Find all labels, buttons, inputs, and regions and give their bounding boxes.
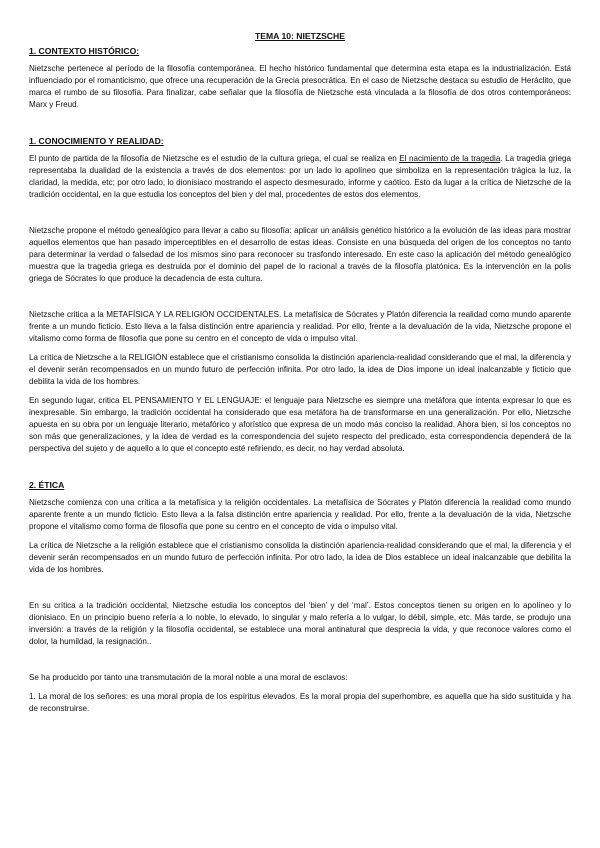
paragraph-conocimiento-1-end: . La tragedia griega representaba la dualidad de la existencia a través de dos elementos: por un lado lo apolíneo que simboliza en la representación trágica la luz, la claridad, la medida, etc; por otro lado, lo dionisiaco mostrando el aspecto desmesurado, informe y caótico. Esto da lugar a la crítica de Nietzsche de la tradición occidental, en la que estudia los conceptos del bien y del mal, procedentes de estos dos elementos.: [29, 154, 571, 199]
paragraph-etica-5: 1. La moral de los señores: es una moral propia de los espíritus elevados. Es la moral propia del superhombre, es aquella que ha sido sustituida y ha de reconstruirse.: [29, 692, 571, 713]
paragraph-conocimiento-2: Nietzsche propone el método genealógico para llevar a cabo su filosofía: aplicar un análisis genético histórico a la evolución de las ideas para mostrar aquellos elementos que han pasado imperceptibles en el desarrollo de estas ideas. Consiste en una búsqueda del origen de los conceptos no tanto para determinar la verdad o falsedad de los mismos sino para reconocer su trasfondo interesado. En este caso la aplicación del método genealógico muestra que la tragedia griega es destruida por el dominio del papel de lo racional a través de la filosofía platónica. Es la intervención en la polis griega de Sócrates lo que produce la decadencia de esta cultura.: [29, 226, 571, 283]
heading-etica: 2. ÉTICA: [29, 480, 65, 490]
heading-contexto-historico: 1. CONTEXTO HISTÓRICO:: [29, 46, 140, 56]
paragraph-contexto-1: Nietzsche pertenece al período de la filosofía contemporánea. El hecho histórico fundamental que determina esta etapa es la industrialización. Está influenciado por el romanticismo, que ofrece una recuperación de la Grecia presocrática. En el caso de Nietzsche destaca su estudio de Heráclito, que marca el rumbo de su filosofía. Para finalizar, cabe señalar que la filosofía de Nietzsche está vinculada a la filosofía de dos otros contemporáneos: Marx y Freud.: [29, 64, 571, 109]
document-title: TEMA 10: NIETZSCHE: [255, 31, 345, 41]
book-title-nacimiento-tragedia: El nacimiento de la tragedia: [399, 154, 501, 163]
paragraph-conocimiento-3: Nietzsche critica a la METAFÍSICA Y LA RELIGIÓN OCCIDENTALES. La metafísica de Sócrates y Platón diferencia la realidad como mundo aparente frente a un mundo ficticio. Esto lleva a la falsa distinción entre apariencia y realidad. Por ello, frente a la devaluación de la vida, Nietzsche propone el vitalismo como forma de filosofía que pone su centro en el concepto de vida o impulso vital.: [29, 310, 571, 343]
paragraph-etica-3: En su crítica a la tradición occidental, Nietzsche estudia los conceptos del ‘bien’ y del ‘mal’. Estos conceptos tienen su origen en lo apolíneo y lo dionisiaco. En un principio bueno refería a lo noble, lo elevado, lo singular y malo refería a lo vulgar, lo débil, simple, etc. Más tarde, se produjo una inversión: a través de la religión y la filosofía occidental, se establece una moral antinatural que desprecia la vida, y que reconoce valores como el dolor, la humildad, la resignación..: [29, 601, 571, 646]
paragraph-conocimiento-1-start: El punto de partida de la filosofía de Nietzsche es el estudio de la cultura griega, el cual se realiza en: [29, 154, 400, 163]
paragraph-conocimiento-5: En segundo lugar, critica EL PENSAMIENTO Y EL LENGUAJE: el lenguaje para Nietzsche es siempre una metáfora que intenta expresar lo que es inexpresable. Sin embargo, la tradición occidental ha considerado que esa metáfora ha de transformarse en una generalización. Por ello, Nietzsche apuesta en su obra por un lenguaje literario, metafórico y aforístico que expresa de un modo más conciso la realidad. Ahora bien, si los conceptos no son más que generalizaciones, y la idea de verdad es la correspondencia del sujeto respecto del predicado, esta correspondencia dependerá de la perspectiva del sujeto y de aquello a lo que el concepto esté refiriendo, es decir, no hay verdad absoluta.: [29, 396, 571, 453]
paragraph-etica-1: Nietzsche comienza con una crítica a la metafísica y la religión occidentales. La metafísica de Sócrates y Platón diferencia la realidad como mundo aparente frente a un mundo ficticio. Esto lleva a la falsa distinción entre apariencia y realidad. Por ello, frente a la devaluación de la vida, Nietzsche propone el vitalismo como forma de filosofía que pone su centro en el concepto de vida o impulso vital.: [29, 498, 571, 531]
paragraph-etica-4: Se ha producido por tanto una transmutación de la moral noble a una moral de esclavos:: [29, 673, 348, 682]
paragraph-conocimiento-4: La crítica de Nietzsche a la RELIGIÓN establece que el cristianismo consolida la distinción apariencia-realidad considerando que el mal, la diferencia y el devenir serán recompensados en un mundo futuro de perfección infinita. Por otro lado, la idea de Dios impone un ideal inalcanzable y ficticio que debilita la vida de los hombres.: [29, 353, 571, 386]
paragraph-conocimiento-1: [29, 153, 571, 201]
heading-conocimiento-realidad: 1. CONOCIMIENTO Y REALIDAD:: [29, 136, 164, 146]
paragraph-etica-2: La crítica de Nietzsche a la religión establece que el cristianismo consolida la distinción apariencia-realidad considerando que el mal, la diferencia y el devenir serán recompensados en un mundo futuro de perfección infinita. Por otro lado, la idea de Dios establece un ideal inalcanzable que debilita la vida de los hombres.: [29, 541, 571, 574]
